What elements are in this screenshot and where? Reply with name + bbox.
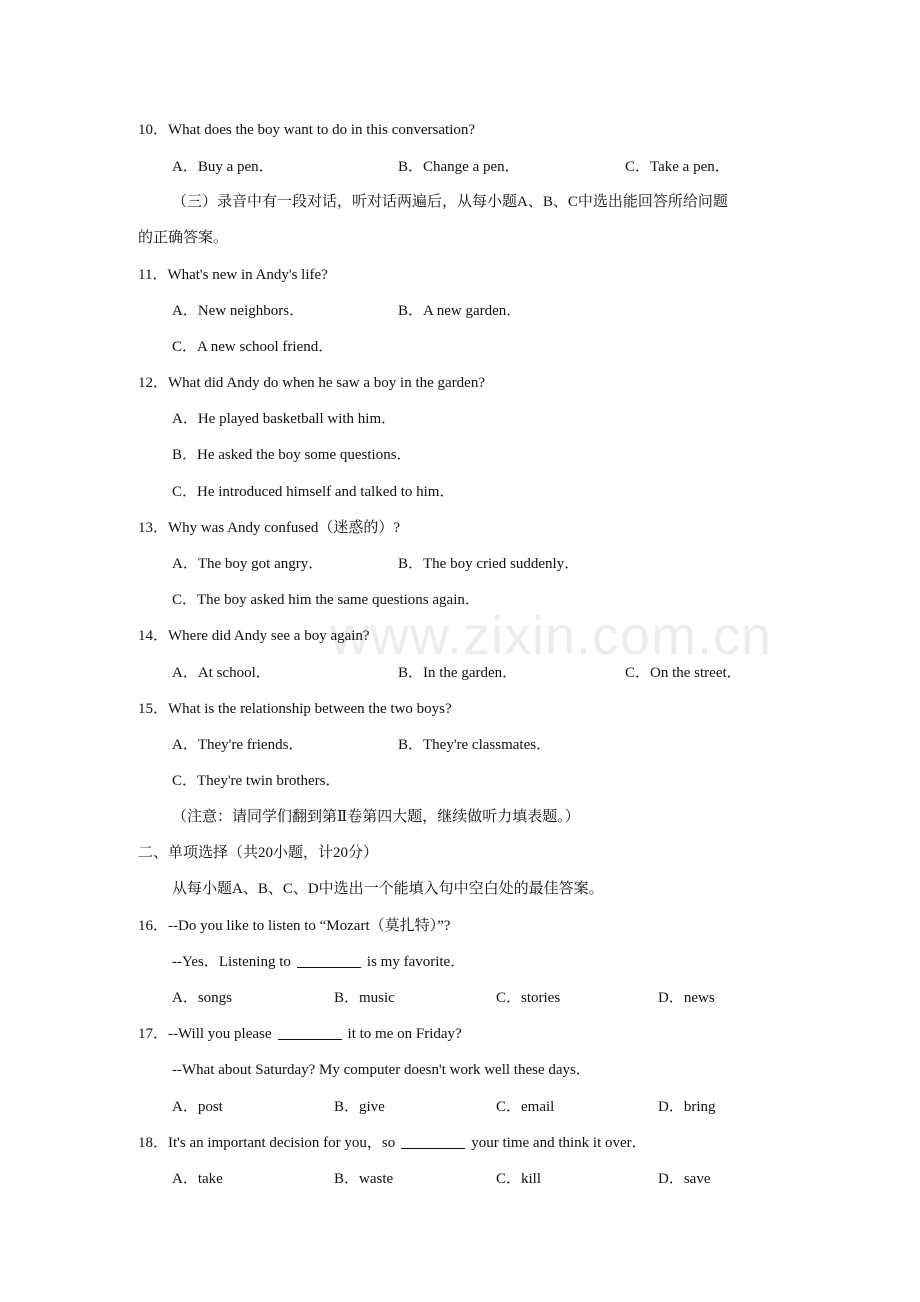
question-15: 15．What is the relationship between the two boys? xyxy=(138,701,452,717)
q17-line-post: it to me on Friday? xyxy=(347,1026,462,1042)
q13-option-c: C．The boy asked him the same questions again． xyxy=(172,592,480,608)
section2-title: 二、单项选择（共20小题，计20分） xyxy=(138,845,379,861)
q18-line-pre: 18．It's an important decision for you，so xyxy=(138,1135,396,1151)
q14-option-c: C．On the street． xyxy=(625,665,742,681)
question-13: 13．Why was Andy confused（迷惑的）? xyxy=(138,520,401,536)
q17-response: --What about Saturday? My computer doesn't work well these days． xyxy=(172,1062,591,1078)
q17-option-a: A．post xyxy=(172,1099,223,1115)
section2-instructions: 从每小题A、B、C、D中选出一个能填入句中空白处的最佳答案。 xyxy=(172,881,604,897)
question-14: 14．Where did Andy see a boy again? xyxy=(138,628,370,644)
q15-option-c: C．They're twin brothers． xyxy=(172,773,341,789)
q13-option-b: B．The boy cried suddenly． xyxy=(398,556,580,572)
question-16: 16．--Do you like to listen to “Mozart（莫扎特）”? xyxy=(138,918,451,934)
q18-option-a: A．take xyxy=(172,1171,223,1187)
question-10: 10．What does the boy want to do in this conversation? xyxy=(138,122,476,138)
note: （注意：请同学们翻到第Ⅱ卷第四大题，继续做听力填表题。） xyxy=(172,809,580,825)
q18-blank xyxy=(401,1134,465,1149)
q18-option-b: B．waste xyxy=(334,1171,394,1187)
q11-option-b: B．A new garden． xyxy=(398,303,522,319)
question-18 xyxy=(138,1133,647,1153)
question-11: 11．What's new in Andy's life? xyxy=(138,267,328,283)
question-12: 12．What did Andy do when he saw a boy in the garden? xyxy=(138,375,485,391)
q18-line-post: your time and think it over． xyxy=(471,1135,647,1151)
q12-option-b: B．He asked the boy some questions． xyxy=(172,447,412,463)
q11-option-c: C．A new school friend． xyxy=(172,339,334,355)
q16-answer-line xyxy=(172,952,465,972)
q17-option-d: D．bring xyxy=(658,1099,716,1115)
q15-option-b: B．They're classmates． xyxy=(398,737,552,753)
q16-option-d: D．news xyxy=(658,990,715,1006)
q14-option-a: A．At school． xyxy=(172,665,271,681)
watermark: www.zixin.com.cn xyxy=(330,606,773,666)
question-17 xyxy=(138,1024,462,1044)
q18-option-c: C．kill xyxy=(496,1171,542,1187)
q17-line-pre: 17．--Will you please xyxy=(138,1026,272,1042)
q17-option-b: B．give xyxy=(334,1099,385,1115)
q16-line-post: is my favorite． xyxy=(366,954,466,970)
q16-blank xyxy=(297,953,361,968)
q12-option-a: A．He played basketball with him． xyxy=(172,411,397,427)
q17-blank xyxy=(278,1025,342,1040)
q10-option-c: C．Take a pen． xyxy=(625,159,730,175)
q10-option-a: A．Buy a pen． xyxy=(172,159,274,175)
q17-option-c: C．email xyxy=(496,1099,555,1115)
q15-option-a: A．They're friends． xyxy=(172,737,304,753)
q14-option-b: B．In the garden． xyxy=(398,665,518,681)
section3-instructions: （三）录音中有一段对话，听对话两遍后，从每小题A、B、C中选出能回答所给问题 xyxy=(172,194,728,210)
q16-option-b: B．music xyxy=(334,990,395,1006)
q11-option-a: A．New neighbors． xyxy=(172,303,305,319)
q13-option-a: A．The boy got angry． xyxy=(172,556,324,572)
q18-option-d: D．save xyxy=(658,1171,711,1187)
q16-option-a: A．songs xyxy=(172,990,233,1006)
q16-line-pre: --Yes．Listening to xyxy=(172,954,291,970)
q10-option-b: B．Change a pen． xyxy=(398,159,520,175)
q16-option-c: C．stories xyxy=(496,990,561,1006)
section3-instructions-cont: 的正确答案。 xyxy=(138,230,229,246)
q12-option-c: C．He introduced himself and talked to him． xyxy=(172,484,455,500)
